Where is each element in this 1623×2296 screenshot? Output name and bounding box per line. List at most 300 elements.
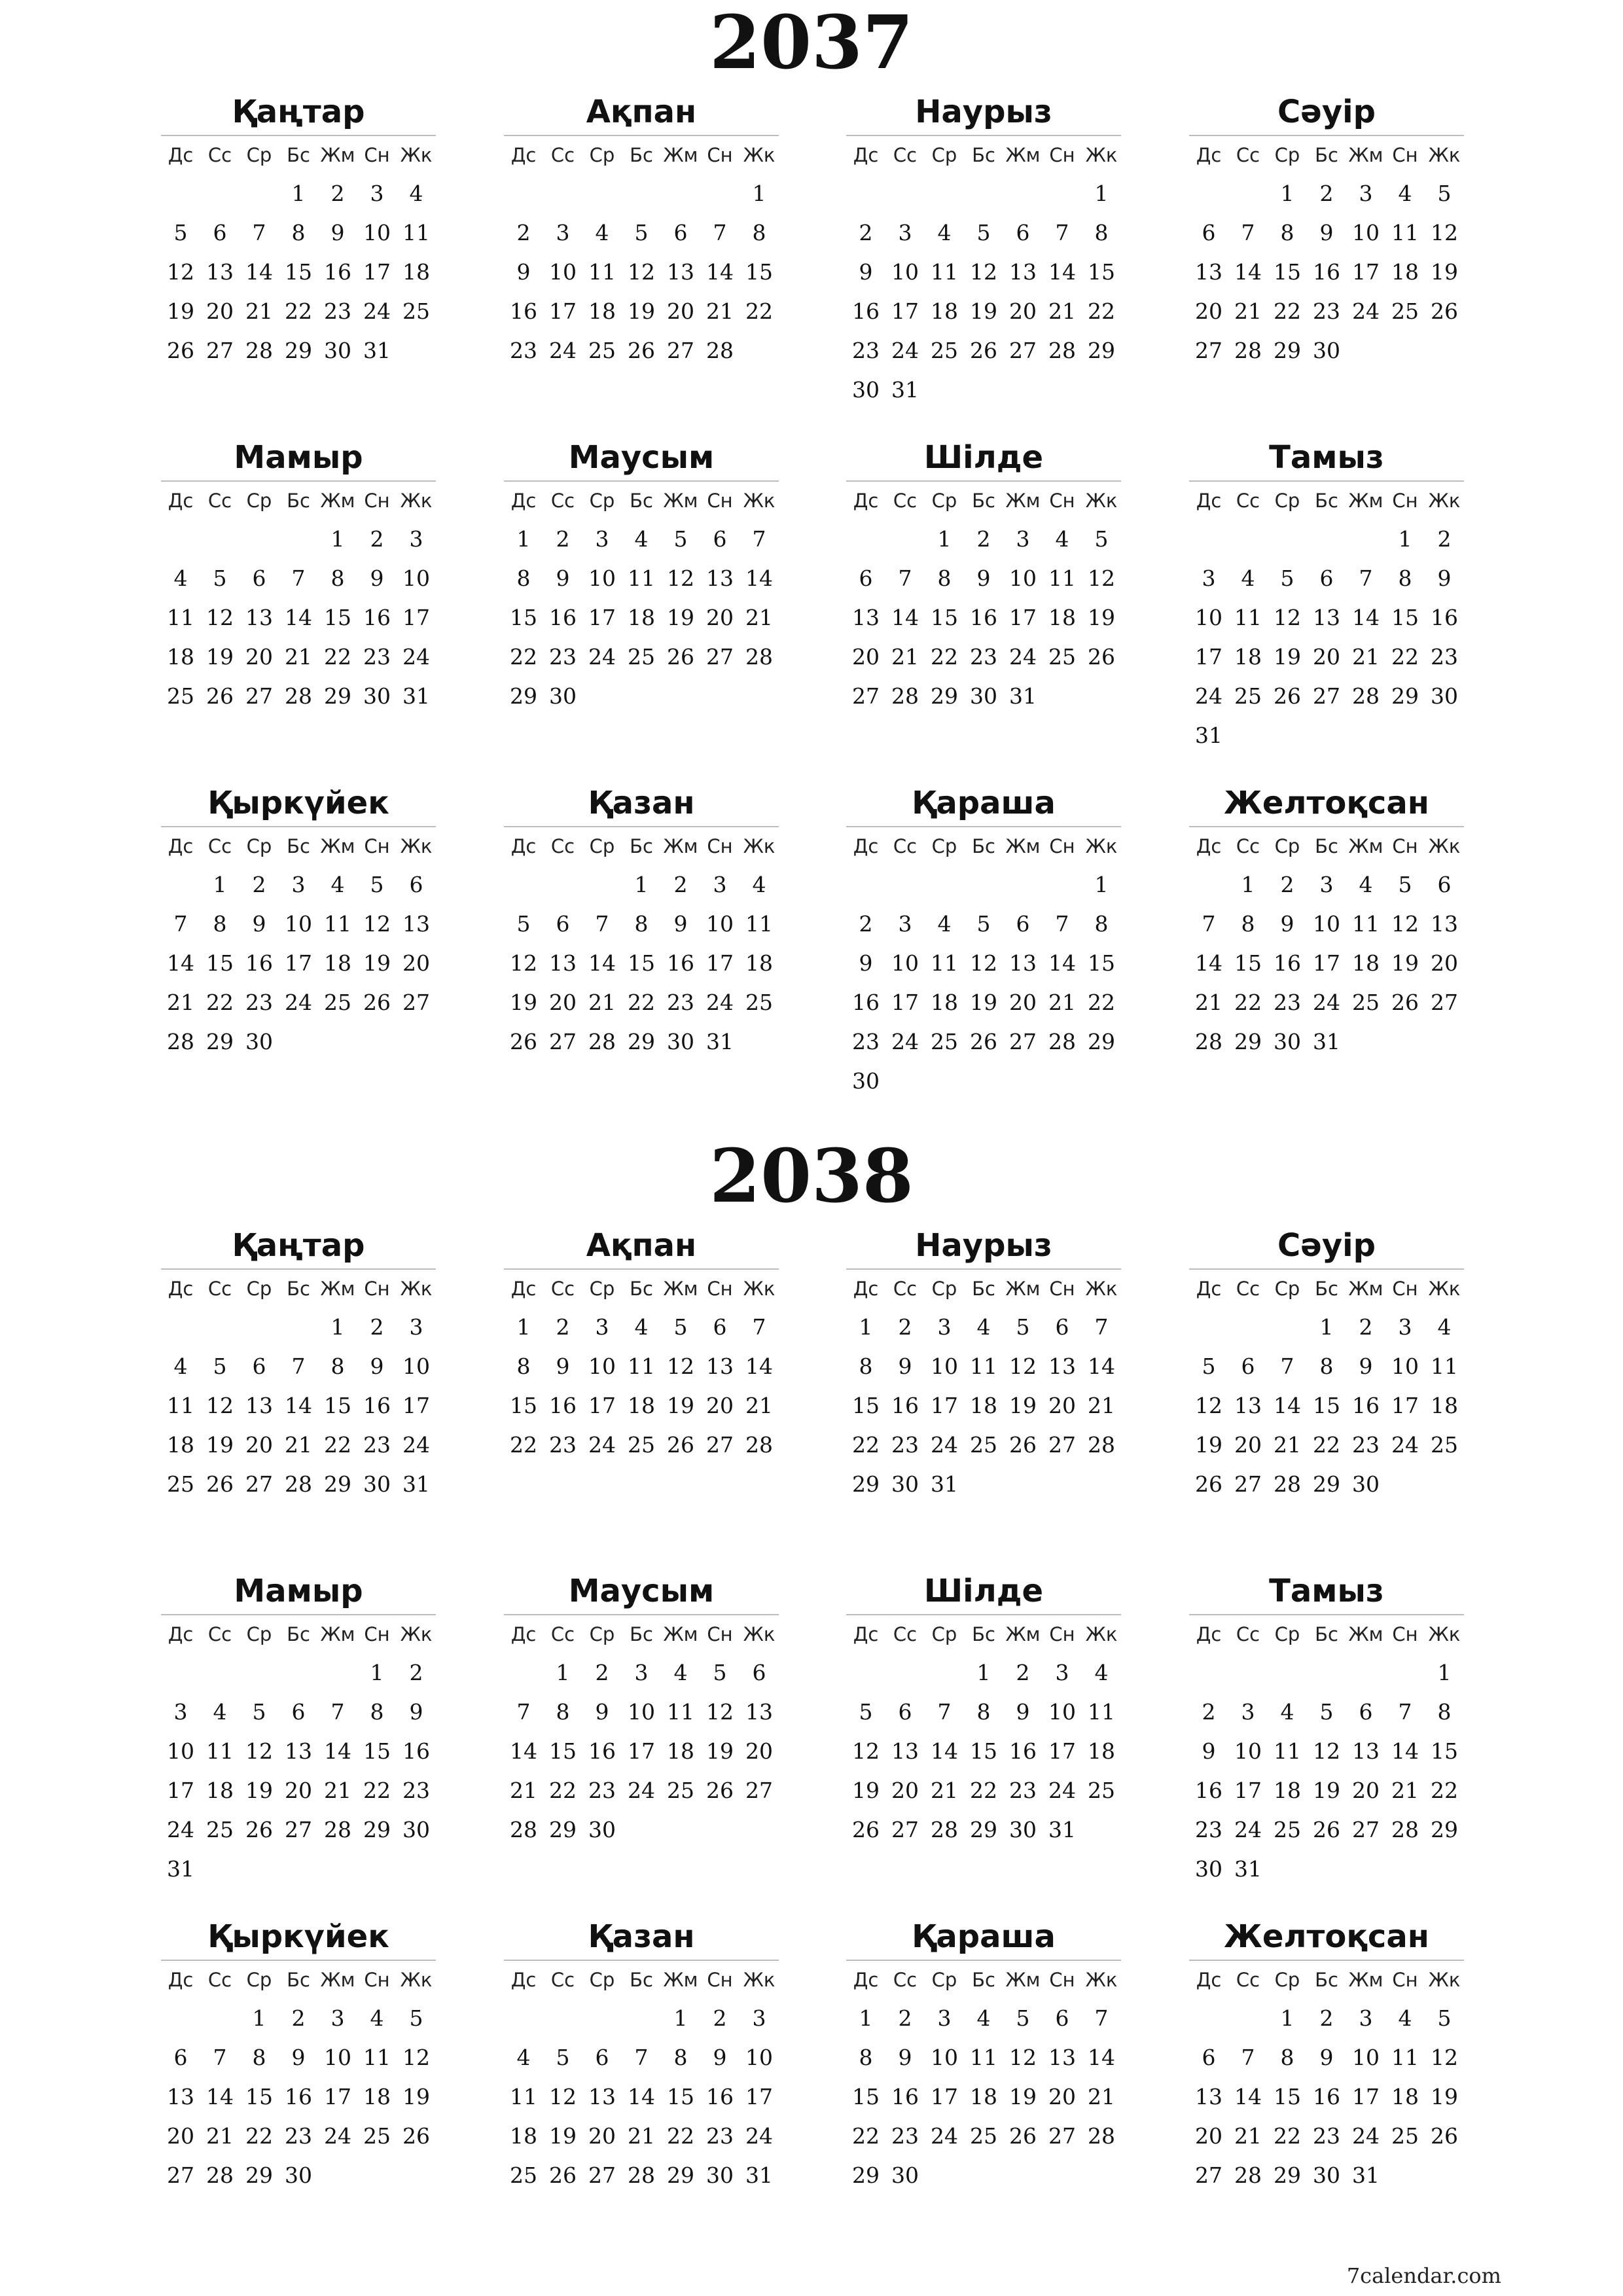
weekday-label: Дс bbox=[168, 835, 194, 857]
day-cell: 5 bbox=[1437, 2005, 1452, 2031]
week-row bbox=[504, 1693, 779, 1732]
week-row bbox=[846, 677, 1121, 716]
weekday-label: Жк bbox=[1085, 1623, 1118, 1645]
week-row bbox=[1189, 1426, 1464, 1465]
weekday-label: Жм bbox=[320, 1278, 355, 1300]
day-cell: 19 bbox=[1431, 259, 1458, 285]
day-cell: 11 bbox=[510, 2084, 537, 2109]
day-cell: 15 bbox=[667, 2084, 694, 2109]
weekday-header-row bbox=[1189, 1961, 1464, 1999]
day-cell: 10 bbox=[1352, 220, 1380, 245]
day-cell: 31 bbox=[1352, 2162, 1380, 2188]
day-cell: 3 bbox=[1055, 1660, 1069, 1685]
weekday-header-row bbox=[504, 1961, 779, 1999]
month-block bbox=[161, 1568, 436, 1889]
week-row bbox=[1189, 1653, 1464, 1693]
weekday-label: Дс bbox=[168, 1623, 194, 1645]
day-cell: 20 bbox=[167, 2123, 194, 2149]
day-cell: 22 bbox=[1274, 298, 1301, 324]
day-cell: 27 bbox=[745, 1778, 773, 1803]
week-row bbox=[161, 1426, 436, 1465]
week-row bbox=[1189, 944, 1464, 983]
day-cell: 25 bbox=[1048, 644, 1076, 670]
day-cell bbox=[1003, 1465, 1043, 1504]
weekday-label: Жк bbox=[1428, 1969, 1461, 1991]
day-cell: 24 bbox=[628, 1778, 655, 1803]
day-cell: 14 bbox=[1391, 1738, 1419, 1764]
weekday-label: Дс bbox=[168, 144, 194, 166]
weekday-label: Жм bbox=[1005, 1969, 1041, 1991]
day-cell: 23 bbox=[549, 644, 577, 670]
day-cell: 26 bbox=[970, 1029, 997, 1054]
day-cell: 14 bbox=[745, 565, 773, 591]
day-cell bbox=[1307, 716, 1346, 755]
day-cell: 9 bbox=[409, 1699, 423, 1725]
day-cell: 27 bbox=[1431, 990, 1458, 1015]
day-cell: 29 bbox=[1234, 1029, 1262, 1054]
week-row bbox=[846, 865, 1121, 905]
day-cell: 6 bbox=[1016, 220, 1030, 245]
day-cell: 24 bbox=[931, 1432, 958, 1458]
day-cell bbox=[1003, 1062, 1043, 1101]
day-cell: 21 bbox=[706, 298, 734, 324]
day-cell: 21 bbox=[1088, 2084, 1115, 2109]
day-cell: 9 bbox=[1319, 2045, 1334, 2070]
day-cell bbox=[504, 865, 543, 905]
day-cell: 23 bbox=[1274, 990, 1301, 1015]
day-cell bbox=[279, 1308, 318, 1347]
day-cell bbox=[397, 1850, 436, 1889]
day-cell: 2 bbox=[1437, 526, 1452, 552]
weekday-label: Бс bbox=[1315, 144, 1338, 166]
day-cell: 6 bbox=[291, 1699, 306, 1725]
day-cell bbox=[582, 677, 622, 716]
weekday-label: Сс bbox=[893, 1969, 918, 1991]
day-cell: 9 bbox=[976, 565, 991, 591]
day-cell: 21 bbox=[285, 644, 312, 670]
day-cell: 31 bbox=[402, 1471, 430, 1497]
day-cell: 21 bbox=[1195, 990, 1222, 1015]
day-cell bbox=[1043, 1062, 1082, 1101]
day-cell: 26 bbox=[1274, 683, 1301, 709]
day-cell: 17 bbox=[931, 1393, 958, 1418]
day-cell: 26 bbox=[667, 1432, 694, 1458]
day-cell: 15 bbox=[1313, 1393, 1340, 1418]
day-cell: 11 bbox=[970, 2045, 997, 2070]
day-cell: 11 bbox=[931, 950, 958, 976]
weekday-label: Дс bbox=[853, 490, 879, 512]
weekday-label: Бс bbox=[972, 144, 995, 166]
day-cell: 25 bbox=[970, 1432, 997, 1458]
day-cell: 26 bbox=[206, 1471, 234, 1497]
day-cell: 19 bbox=[1195, 1432, 1222, 1458]
day-cell: 24 bbox=[931, 2123, 958, 2149]
weekday-label: Сс bbox=[893, 1623, 918, 1645]
day-cell bbox=[161, 1653, 200, 1693]
day-cell: 16 bbox=[970, 605, 997, 630]
day-cell: 6 bbox=[673, 220, 688, 245]
day-cell: 18 bbox=[167, 644, 194, 670]
day-cell: 12 bbox=[706, 1699, 734, 1725]
day-cell bbox=[357, 2156, 397, 2195]
weekday-header-row bbox=[1189, 482, 1464, 520]
day-cell: 9 bbox=[1359, 1354, 1373, 1379]
day-cell: 3 bbox=[1359, 181, 1373, 206]
weekday-label: Сн bbox=[364, 1623, 390, 1645]
day-cell: 10 bbox=[167, 1738, 194, 1764]
weekday-header-row bbox=[504, 827, 779, 865]
day-cell: 23 bbox=[510, 338, 537, 363]
day-cell bbox=[1268, 716, 1307, 755]
day-cell: 7 bbox=[937, 1699, 952, 1725]
week-row bbox=[846, 1732, 1121, 1771]
day-cell: 31 bbox=[706, 1029, 734, 1054]
month-name: Тамыз bbox=[1269, 1573, 1384, 1609]
week-row bbox=[1189, 677, 1464, 716]
day-cell: 14 bbox=[628, 2084, 655, 2109]
day-cell: 14 bbox=[1088, 2045, 1115, 2070]
day-cell bbox=[1307, 520, 1346, 559]
day-cell: 24 bbox=[891, 338, 919, 363]
day-cell: 21 bbox=[1048, 298, 1076, 324]
day-cell: 5 bbox=[252, 1699, 266, 1725]
day-cell: 25 bbox=[1274, 1817, 1301, 1842]
weekday-label: Дс bbox=[510, 835, 537, 857]
day-cell: 28 bbox=[167, 1029, 194, 1054]
day-cell: 31 bbox=[931, 1471, 958, 1497]
day-cell: 24 bbox=[891, 1029, 919, 1054]
day-cell: 2 bbox=[898, 1314, 912, 1340]
day-cell: 17 bbox=[1391, 1393, 1419, 1418]
day-cell: 21 bbox=[1352, 644, 1380, 670]
day-cell: 18 bbox=[628, 1393, 655, 1418]
day-cell: 15 bbox=[1274, 2084, 1301, 2109]
day-cell: 7 bbox=[330, 1699, 345, 1725]
weekday-header-row bbox=[161, 136, 436, 174]
day-cell: 16 bbox=[667, 950, 694, 976]
week-row bbox=[161, 865, 436, 905]
weekday-header-row bbox=[1189, 827, 1464, 865]
day-cell bbox=[543, 174, 582, 213]
day-cell: 14 bbox=[324, 1738, 351, 1764]
day-cell: 4 bbox=[1437, 1314, 1452, 1340]
day-cell bbox=[1043, 370, 1082, 410]
day-cell: 28 bbox=[706, 338, 734, 363]
day-cell: 13 bbox=[891, 1738, 919, 1764]
day-cell: 3 bbox=[330, 2005, 345, 2031]
month-block bbox=[161, 435, 436, 716]
day-cell: 18 bbox=[1391, 259, 1419, 285]
day-cell: 23 bbox=[588, 1778, 616, 1803]
day-cell: 29 bbox=[1431, 1817, 1458, 1842]
weekday-label: Жм bbox=[320, 144, 355, 166]
day-cell: 25 bbox=[167, 1471, 194, 1497]
weekday-label: Бс bbox=[972, 1969, 995, 1991]
day-cell: 11 bbox=[970, 1354, 997, 1379]
day-cell: 31 bbox=[1313, 1029, 1340, 1054]
day-cell: 6 bbox=[859, 565, 873, 591]
day-cell bbox=[279, 520, 318, 559]
weekday-label: Жк bbox=[1428, 144, 1461, 166]
weekday-label: Ср bbox=[589, 835, 615, 857]
week-row bbox=[504, 637, 779, 677]
weekday-label: Сс bbox=[207, 1623, 232, 1645]
week-row bbox=[1189, 1810, 1464, 1850]
week-row bbox=[1189, 1386, 1464, 1426]
weekday-label: Жм bbox=[1348, 835, 1383, 857]
day-cell: 7 bbox=[1241, 220, 1255, 245]
day-cell: 7 bbox=[291, 565, 306, 591]
weekday-label: Ср bbox=[931, 1623, 957, 1645]
day-cell: 3 bbox=[409, 526, 423, 552]
week-row bbox=[161, 1653, 436, 1693]
day-cell: 22 bbox=[245, 2123, 273, 2149]
day-cell: 30 bbox=[245, 1029, 273, 1054]
day-cell: 3 bbox=[1359, 2005, 1373, 2031]
day-cell: 7 bbox=[898, 565, 912, 591]
week-row bbox=[846, 520, 1121, 559]
day-cell: 20 bbox=[206, 298, 234, 324]
day-cell: 11 bbox=[931, 259, 958, 285]
day-cell: 14 bbox=[167, 950, 194, 976]
month-name: Тамыз bbox=[1269, 439, 1384, 476]
day-cell bbox=[1003, 865, 1043, 905]
day-cell: 29 bbox=[510, 683, 537, 709]
day-cell: 27 bbox=[706, 1432, 734, 1458]
day-cell bbox=[964, 1465, 1003, 1504]
weekday-label: Жк bbox=[743, 1969, 776, 1991]
month-name: Наурыз bbox=[915, 1227, 1052, 1264]
weekday-label: Сн bbox=[364, 490, 390, 512]
day-cell: 10 bbox=[891, 259, 919, 285]
day-cell: 10 bbox=[1313, 911, 1340, 937]
day-cell: 5 bbox=[673, 1314, 688, 1340]
day-cell: 8 bbox=[1094, 220, 1109, 245]
month-block bbox=[161, 1914, 436, 2195]
day-cell: 30 bbox=[1274, 1029, 1301, 1054]
weekday-label: Бс bbox=[972, 1278, 995, 1300]
day-cell: 7 bbox=[252, 220, 266, 245]
day-cell: 16 bbox=[363, 1393, 391, 1418]
day-cell: 13 bbox=[1234, 1393, 1262, 1418]
day-cell: 16 bbox=[588, 1738, 616, 1764]
week-row bbox=[1189, 292, 1464, 331]
day-cell: 27 bbox=[891, 1817, 919, 1842]
day-cell: 18 bbox=[1088, 1738, 1115, 1764]
day-cell: 9 bbox=[516, 259, 531, 285]
day-cell: 23 bbox=[1195, 1817, 1222, 1842]
day-cell: 15 bbox=[285, 259, 312, 285]
day-cell: 9 bbox=[370, 565, 384, 591]
day-cell bbox=[200, 1850, 240, 1889]
weekday-label: Дс bbox=[1196, 1623, 1222, 1645]
weekday-label: Дс bbox=[1196, 835, 1222, 857]
week-row bbox=[504, 598, 779, 637]
day-cell bbox=[964, 865, 1003, 905]
day-cell: 6 bbox=[252, 1354, 266, 1379]
day-cell: 26 bbox=[628, 338, 655, 363]
weekday-label: Жк bbox=[743, 835, 776, 857]
week-row bbox=[846, 559, 1121, 598]
week-row bbox=[504, 2077, 779, 2117]
day-cell: 8 bbox=[516, 1354, 531, 1379]
day-cell bbox=[582, 865, 622, 905]
day-cell bbox=[1425, 2156, 1464, 2195]
day-cell bbox=[1425, 716, 1464, 755]
day-cell: 16 bbox=[363, 605, 391, 630]
week-row bbox=[504, 983, 779, 1022]
day-cell bbox=[661, 1810, 700, 1850]
weekday-label: Ср bbox=[931, 835, 957, 857]
day-cell: 23 bbox=[1009, 1778, 1037, 1803]
day-cell bbox=[885, 174, 925, 213]
week-row bbox=[504, 2117, 779, 2156]
day-cell: 6 bbox=[173, 2045, 188, 2070]
weekday-label: Ср bbox=[931, 144, 957, 166]
week-row bbox=[161, 213, 436, 253]
day-cell: 23 bbox=[245, 990, 273, 1015]
day-cell: 3 bbox=[937, 1314, 952, 1340]
day-cell: 15 bbox=[745, 259, 773, 285]
weekday-label: Ср bbox=[246, 835, 272, 857]
week-row bbox=[161, 520, 436, 559]
day-cell: 6 bbox=[595, 2045, 609, 2070]
week-row bbox=[846, 2038, 1121, 2077]
day-cell: 20 bbox=[1234, 1432, 1262, 1458]
day-cell: 14 bbox=[1234, 2084, 1262, 2109]
day-cell: 8 bbox=[1398, 565, 1412, 591]
day-cell: 29 bbox=[285, 338, 312, 363]
day-cell: 4 bbox=[516, 2045, 531, 2070]
week-row bbox=[504, 1999, 779, 2038]
week-row bbox=[504, 1771, 779, 1810]
week-row bbox=[504, 1732, 779, 1771]
week-row bbox=[1189, 2038, 1464, 2077]
week-row bbox=[1189, 1771, 1464, 1810]
month-block bbox=[504, 1223, 779, 1465]
week-row bbox=[504, 2156, 779, 2195]
week-row bbox=[161, 1693, 436, 1732]
day-cell: 13 bbox=[706, 565, 734, 591]
day-cell: 6 bbox=[1437, 872, 1452, 897]
day-cell: 10 bbox=[324, 2045, 351, 2070]
day-cell: 28 bbox=[510, 1817, 537, 1842]
day-cell: 19 bbox=[1274, 644, 1301, 670]
day-cell: 13 bbox=[1009, 950, 1037, 976]
day-cell: 28 bbox=[1352, 683, 1380, 709]
weekday-label: Ср bbox=[1274, 144, 1300, 166]
weekday-label: Сн bbox=[1049, 835, 1075, 857]
weekday-label: Сн bbox=[1392, 1278, 1418, 1300]
day-cell: 29 bbox=[667, 2162, 694, 2188]
week-row bbox=[504, 520, 779, 559]
day-cell bbox=[1346, 520, 1385, 559]
day-cell: 7 bbox=[1398, 1699, 1412, 1725]
day-cell: 24 bbox=[1313, 990, 1340, 1015]
day-cell: 12 bbox=[402, 2045, 430, 2070]
day-cell: 8 bbox=[252, 2045, 266, 2070]
day-cell: 12 bbox=[852, 1738, 880, 1764]
day-cell: 13 bbox=[1195, 2084, 1222, 2109]
weekday-label: Ср bbox=[589, 144, 615, 166]
day-cell: 26 bbox=[510, 1029, 537, 1054]
day-cell: 19 bbox=[402, 2084, 430, 2109]
day-cell: 17 bbox=[402, 1393, 430, 1418]
weekday-label: Сн bbox=[1049, 490, 1075, 512]
day-cell: 11 bbox=[363, 2045, 391, 2070]
day-cell: 5 bbox=[556, 2045, 570, 2070]
day-cell: 16 bbox=[1313, 2084, 1340, 2109]
weekday-label: Сн bbox=[707, 1623, 733, 1645]
day-cell: 22 bbox=[1431, 1778, 1458, 1803]
day-cell: 24 bbox=[1048, 1778, 1076, 1803]
day-cell: 8 bbox=[1280, 2045, 1294, 2070]
day-cell: 1 bbox=[859, 1314, 873, 1340]
day-cell: 3 bbox=[595, 526, 609, 552]
day-cell: 3 bbox=[409, 1314, 423, 1340]
day-cell: 13 bbox=[1313, 605, 1340, 630]
day-cell: 6 bbox=[1359, 1699, 1373, 1725]
day-cell: 6 bbox=[1319, 565, 1334, 591]
week-row bbox=[504, 1810, 779, 1850]
day-cell: 4 bbox=[213, 1699, 227, 1725]
day-cell: 8 bbox=[937, 565, 952, 591]
day-cell: 22 bbox=[1274, 2123, 1301, 2149]
weekday-label: Жк bbox=[400, 1969, 433, 1991]
day-cell: 10 bbox=[891, 950, 919, 976]
day-cell bbox=[397, 331, 436, 370]
week-row bbox=[504, 2038, 779, 2077]
day-cell: 23 bbox=[1352, 1432, 1380, 1458]
day-cell: 29 bbox=[1274, 338, 1301, 363]
weekday-label: Бс bbox=[630, 1623, 653, 1645]
day-cell: 2 bbox=[252, 872, 266, 897]
day-cell: 12 bbox=[206, 1393, 234, 1418]
day-cell bbox=[397, 1022, 436, 1062]
week-row bbox=[504, 1426, 779, 1465]
weekday-label: Сс bbox=[1236, 490, 1260, 512]
week-row bbox=[846, 253, 1121, 292]
day-cell bbox=[964, 174, 1003, 213]
day-cell bbox=[161, 174, 200, 213]
day-cell bbox=[846, 520, 885, 559]
day-cell: 8 bbox=[330, 565, 345, 591]
weekday-label: Бс bbox=[287, 490, 310, 512]
day-cell: 8 bbox=[859, 2045, 873, 2070]
weekday-label: Сс bbox=[893, 1278, 918, 1300]
day-cell: 2 bbox=[370, 1314, 384, 1340]
day-cell: 12 bbox=[167, 259, 194, 285]
day-cell: 21 bbox=[1048, 990, 1076, 1015]
day-cell: 25 bbox=[1088, 1778, 1115, 1803]
day-cell: 27 bbox=[1234, 1471, 1262, 1497]
day-cell: 22 bbox=[667, 2123, 694, 2149]
day-cell bbox=[1385, 1850, 1425, 1889]
weekday-label: Сс bbox=[207, 835, 232, 857]
day-cell bbox=[740, 677, 779, 716]
weekday-label: Сс bbox=[893, 835, 918, 857]
day-cell: 3 bbox=[595, 1314, 609, 1340]
day-cell: 21 bbox=[1088, 1393, 1115, 1418]
day-cell bbox=[1189, 174, 1228, 213]
day-cell: 2 bbox=[1319, 181, 1334, 206]
day-cell: 13 bbox=[1431, 911, 1458, 937]
day-cell: 16 bbox=[549, 1393, 577, 1418]
day-cell: 2 bbox=[330, 181, 345, 206]
day-cell: 10 bbox=[363, 220, 391, 245]
day-cell: 8 bbox=[291, 220, 306, 245]
day-cell bbox=[925, 370, 964, 410]
